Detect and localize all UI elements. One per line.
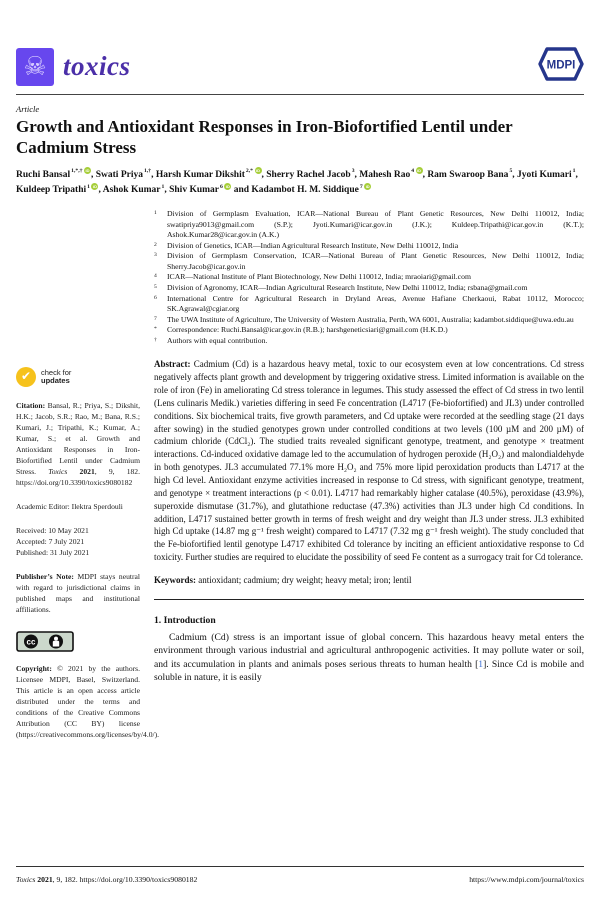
- affiliation-row: [154, 272, 584, 283]
- copyright-label: Copyright:: [16, 664, 52, 674]
- check-icon: ✔: [16, 367, 36, 387]
- citation-doi[interactable]: , 9, 182. https://doi.org/10.3390/toxics9080182: [16, 467, 140, 488]
- journal-wordmark: toxics: [63, 51, 131, 81]
- author: Harsh Kumar Dikshit$^{2,*}$ iD ,: [155, 168, 267, 180]
- history-dates: [16, 525, 140, 558]
- left-sidebar: [16, 209, 160, 740]
- affiliation-marker: 3: [154, 252, 157, 259]
- affiliation-text: Division of Germplasm Evaluation, ICAR—National Bureau of Plant Genetic Resources, New Delhi 110012, India; swatipriya9013@gmail.com (S.P.); Jyoti.Kumari@icar.gov.in (J.K.); Kuldeep.Tripathi@icar.gov.in (K.T.); Ashok.Kumar28@icar.gov.in (A.K.): [167, 209, 584, 240]
- copyright-block: [16, 663, 160, 740]
- author-list: [16, 167, 581, 198]
- publishers-note-label: Publisher’s Note:: [16, 572, 74, 582]
- affiliation-row: [154, 336, 584, 347]
- reference-link-1[interactable]: 1: [478, 658, 484, 670]
- academic-editor: Academic Editor: Ilektra Sperdouli: [16, 502, 123, 512]
- orcid-icon[interactable]: iD: [92, 183, 97, 189]
- affiliation-text: Correspondence: Ruchi.Bansal@icar.gov.in (R.B.); harshgeneticsiari@gmail.com (H.K.D.): [167, 325, 448, 335]
- check-for-updates-label: [41, 369, 71, 386]
- author: Mahesh Rao$^4$ iD ,: [359, 168, 428, 180]
- footer-journal: Toxics: [16, 875, 36, 884]
- intro-text-before-ref: Cadmium (Cd) stress is an important issue of global concern. This hazardous heavy metal enters the environment through various industrial and agricultural anthropogenic activities. It may pollute water or soil, and its accumulation in plants and animals poses serious threats to human health [: [154, 632, 584, 670]
- affiliation-row: [154, 209, 584, 241]
- toxics-logo-square: [16, 48, 54, 86]
- orcid-icon[interactable]: iD: [85, 168, 90, 174]
- affiliation-marker: 4: [154, 273, 157, 280]
- published-date: Published: 31 July 2021: [16, 548, 90, 558]
- journal-header: [16, 46, 584, 87]
- orcid-icon[interactable]: iD: [256, 168, 260, 174]
- author: Ram Swaroop Bana$^5$,: [427, 168, 518, 180]
- affiliation-list: [154, 209, 584, 346]
- affiliation-row: [154, 241, 584, 252]
- affiliation-marker: *: [154, 326, 157, 333]
- affiliation-text: International Centre for Agricultural Research in Dryland Areas, Avenue Hafiane Cherkaoui, Rabat 10112, Morocco; SK.Agrawal@cgiar.org: [167, 293, 584, 314]
- check-line1: check for: [41, 367, 72, 377]
- check-line2: updates: [41, 376, 70, 386]
- page-title: Growth and Antioxidant Responses in Iron-Biofortified Lentil under Cadmium Stress: [16, 117, 513, 157]
- keywords-divider: [154, 599, 584, 600]
- mdpi-logo[interactable]: [538, 46, 584, 87]
- author: and Kadambot H. M. Siddique$^7$ iD: [233, 183, 370, 195]
- author: Jyoti Kumari$^1$,: [517, 168, 578, 180]
- affiliation-text: ICAR—National Institute of Plant Biotechnology, New Delhi 110012, India; mraoiari@gmail.com: [167, 272, 471, 282]
- skull-crossbones-icon: ☠: [23, 51, 47, 82]
- author: Kuldeep Tripathi$^1$ iD ,: [16, 183, 103, 195]
- affiliation-text: Division of Germplasm Conservation, ICAR—National Bureau of Plant Genetic Resources, New Delhi 110012, India; Sherry.Jacob@icar.gov.in: [167, 251, 584, 271]
- affiliation-row: [154, 294, 584, 315]
- abstract-label: Abstract:: [154, 359, 191, 370]
- journal-logo: [16, 48, 131, 86]
- keywords-text: antioxidant; cadmium; dry weight; heavy metal; iron; lentil: [196, 575, 412, 586]
- citation-label: Citation:: [16, 401, 46, 411]
- affiliation-marker: 1: [154, 210, 157, 217]
- author: Ashok Kumar$^1$,: [102, 183, 170, 195]
- citation-year: 2021: [67, 467, 95, 477]
- footer-journal-url[interactable]: https://www.mdpi.com/journal/toxics: [469, 875, 584, 884]
- content-columns: [16, 209, 584, 740]
- publishers-note-text: MDPI stays neutral with regard to jurisdictional claims in published maps and institutional affiliations.: [16, 572, 140, 615]
- citation-block: [16, 400, 140, 488]
- publishers-note: [16, 571, 140, 615]
- keywords: [154, 575, 584, 585]
- author: Shiv Kumar$^6$ iD: [169, 183, 230, 195]
- svg-text:cc: cc: [26, 637, 36, 647]
- affiliation-text: Division of Genetics, ICAR—Indian Agricultural Research Institute, New Delhi 110012, India: [167, 240, 459, 250]
- author: Sherry Rachel Jacob$^3$,: [266, 168, 360, 180]
- copyright-text: © 2021 by the authors. Licensee MDPI, Basel, Switzerland. This article is an open access article distributed under the terms and conditions of the Creative Commons Attribution (CC BY) license (https://creativecommons.org/licenses/by/4.0/).: [16, 664, 160, 740]
- affiliation-marker: 5: [154, 283, 157, 290]
- affiliation-marker: 6: [154, 294, 157, 301]
- section-heading-introduction: 1. Introduction: [154, 615, 216, 627]
- affiliation-row: [154, 283, 584, 294]
- orcid-icon[interactable]: iD: [365, 183, 370, 189]
- orcid-icon[interactable]: iD: [417, 168, 422, 174]
- citation-journal: Toxics: [48, 467, 68, 477]
- footer-divider: [16, 866, 584, 867]
- affiliation-row: [154, 325, 584, 336]
- svg-text:MDPI: MDPI: [546, 59, 576, 72]
- footer-year: 2021: [35, 875, 53, 884]
- orcid-icon[interactable]: iD: [225, 183, 230, 189]
- abstract-text: Cadmium (Cd) is a hazardous heavy metal, toxic to our ecosystem even at low concentrations. Cd stress negatively affects plant growth and development by triggering oxidative stress. Limited information is available on the role of iron (Fe) in ameliorating Cd stress tolerance in legumes. This study assessed the effect of Cd stress in two lentil (Lens culinaris Medik.) varieties differing in seed Fe concentration (L4717 (Fe-biofortified) and JL3) under controlled conditions. Six biochemical traits, five growth parameters, and Cd uptake were recorded at the seedling stage (21 days after sowing) in the studied genotypes grown under controlled conditions at two levels (100 µM and 200 µM) of cadmium chloride (CdCl₂). The studied traits revealed significant genotype, treatment, and genotype × treatment interactions. Cd-induced oxidative damage led to the accumulation of hydrogen peroxide (H₂O₂) and malondialdehyde in both genotypes. JL3 accumulated 77.1% more H₂O₂ and 75% more lipid peroxidation products than L4717 at the high Cd level. Antioxidant enzyme activities increased in response to Cd stress, with significant genotype, treatment, and genotype × treatment interactions (p < 0.01). L4717 had remarkably higher catalase (40.5%), peroxidase (43.9%), superoxide dismutase (31.7%), and glutathione reductase (47.3%) activities than JL3 under high Cd conditions. In addition, L4717 sustained better growth in terms of fresh weight and dry weight than JL3 under stress. JL3 exhibited high Cd uptake (14.87 mg g⁻¹ fresh weight) compared to L4717 (7.32 mg g⁻¹ fresh weight). The study concluded that the Fe-biofortified lentil genotype L4717 exhibited Cd tolerance by inciting an efficient antioxidative response to Cd toxicity. Further studies are required to elucidate the possibility of seed Fe content as a surrogacy trait for Cd tolerance.: [154, 359, 584, 563]
- affiliation-marker: 7: [154, 315, 157, 322]
- article-type-label: Article: [16, 104, 40, 114]
- affiliation-row: [154, 315, 584, 326]
- affiliation-text: The UWA Institute of Agriculture, The University of Western Australia, Perth, WA 6001, Australia; kadambot.siddique@uwa.edu.au: [167, 314, 574, 324]
- introduction-paragraph: [154, 631, 584, 685]
- citation-text: Bansal, R.; Priya, S.; Dikshit, H.K.; Jacob, S.R.; Rao, M.; Bana, R.S.; Kumari, J.; Tripathi, K.; Kumar, A.; Kumar, S.; et al. Growth and Antioxidant Responses in Iron-Biofortified Lentil under Cadmium Stress.: [16, 401, 140, 477]
- affiliation-text: Division of Agronomy, ICAR—Indian Agricultural Research Institute, New Delhi 110012, India; rsbana@gmail.com: [167, 282, 528, 292]
- footer-doi-link[interactable]: , 9, 182. https://doi.org/10.3390/toxics9080182: [52, 875, 198, 884]
- accepted-date: Accepted: 7 July 2021: [16, 537, 85, 547]
- affiliation-marker: 2: [154, 241, 157, 248]
- page-footer: [16, 866, 584, 884]
- author: Ruchi Bansal$^{1,*,\dagger}$ iD ,: [16, 168, 96, 180]
- intro-text-after-ref: ]. Since Cd is mobile and soluble in nature, it is easily: [154, 658, 584, 684]
- check-for-updates-button[interactable]: [16, 367, 140, 387]
- abstract: [154, 358, 584, 564]
- keywords-label: Keywords:: [154, 575, 196, 586]
- main-column: [154, 209, 584, 740]
- affiliation-marker: †: [154, 336, 157, 343]
- footer-citation: [16, 875, 197, 884]
- affiliation-row: [154, 251, 584, 272]
- header-divider: [16, 94, 584, 95]
- cc-by-license-badge[interactable]: [16, 631, 140, 655]
- received-date: Received: 10 May 2021: [16, 526, 89, 536]
- author: Swati Priya$^{1,\dagger}$,: [95, 168, 156, 180]
- affiliation-text: Authors with equal contribution.: [167, 335, 268, 345]
